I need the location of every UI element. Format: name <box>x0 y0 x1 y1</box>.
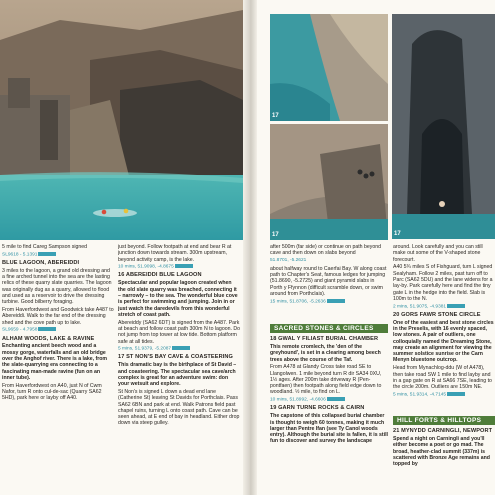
entry-text: after 500m (far side) or continue on path beyond cave and then down on slabs beyond <box>270 244 382 257</box>
directions-text: Head from Mynachlog-ddu (W of A478), then take road SW 1 mile to find layby and in a gap gate on R at SA66 7SE, leading to the circle 200m. Outliers are 150m NE. <box>393 365 492 391</box>
grid-reference: 10 mins, 51.9098, -4.8675 <box>118 264 240 271</box>
activity-icons <box>38 252 56 256</box>
grid-reference: 10 mins, 51.8992, -4.6606 <box>270 397 388 404</box>
entry-text: around. Look carefully and you can still make out some of the V-shaped stone forecourt. <box>393 244 483 263</box>
directions-text: Abereiddy (SA62 6DT) is signed from the A487. Park at beach and follow coast path 300m N to lagoon. Do not jump from top tower at low tide. Bottom platform safe at all tides. <box>118 319 240 345</box>
photo-sea-cliff-top <box>270 14 388 121</box>
activity-icons <box>447 392 465 396</box>
grid-reference: 15 mins, 51.8706, -5.2636 <box>270 299 388 306</box>
photo-number: 17 <box>394 231 401 237</box>
activity-icons <box>327 299 345 303</box>
grid-reference: 51.8701, -5.2621 <box>270 258 307 264</box>
photo-coasteering-group <box>270 124 388 240</box>
entry-lead: The capstone of this collapsed burial chamber is thought to weigh 60 tonnes, making it much larger than Pentre Ifan (see Ty Canol woods entry). Although the burial site is fallen, it is still fun to discover and survey the landscape <box>270 413 388 445</box>
directions-text: From Haverfordwest on A40, just N of Cwm Nafor, turn R onto cul-de-sac (Quarry SA62 5HD), park here or layby off A40. <box>2 382 102 402</box>
entry-text: 3 miles to the lagoon, a grand old dressing and a fine arched tunnel into the sea are the lasting relics of these quarry slate quarries. The lagoon was originally dug as a quarry, allowed to flood and used as a reservoir to drive the dressing turbine. Good bilberry foraging. <box>2 267 112 306</box>
entry-heading: 18 GWAL Y FILIAST BURIAL CHAMBER <box>270 336 379 342</box>
activity-icons <box>447 304 465 308</box>
grid-reference: SL9659 - 4.7958 <box>2 327 114 334</box>
right-column-2 <box>393 244 495 412</box>
grid-reference: 5 mins, 51.9379, -5.2087 <box>118 346 240 353</box>
directions-text: From Haverfordwest and Goodwick take A487 to Abereiddi. Walk to the far end of the dressing shed and the cove path up to lake. <box>2 307 114 326</box>
activity-icons <box>327 397 345 401</box>
photo-number: 17 <box>272 232 279 238</box>
right-column-2b <box>393 428 495 494</box>
grid-reference: 2 mins, 51.9075, -4.9381 <box>393 304 495 311</box>
entry-lead: This remote cromlech, the 'den of the greyhound', is set in a clearing among beech trees above the course of the Taf. <box>270 343 381 363</box>
activity-icons <box>38 327 56 331</box>
photo-abereiddi-lagoon <box>0 0 243 240</box>
entry-lead: Enchanting ancient beech wood and a mossy gorge, waterfalls and an old bridge over the Anghof river. There is a lake, from the slate-quarrying era connecting to a fascinating man-made ravine (fun on an inner tube). <box>2 343 108 381</box>
right-column-1 <box>270 244 388 320</box>
directions-text: St Non's is signed L down a dead end lane (Catherine St) leaving St Davids for Porthclais. Pass SA62 6BN and park at end. Walk Patrons field past chapel ruins, turning L onto coast path. Cave can be seen ahead, at E end of bay in headland. Either drop down via steep gulley. <box>118 388 240 427</box>
entry-lead: This dramatic bay is the birthplace of St David – and coasteering. The spectacular sea cave/arch complex is great for an adventure swim: don your wetsuit and explore. <box>118 362 237 388</box>
book-gutter <box>243 0 257 495</box>
entry-heading: 16 ABEREIDDI BLUE LAGOON <box>118 272 202 279</box>
grid-reference: SL9618 - 5.1391 <box>2 252 114 259</box>
entry-lead: One of the easiest and best stone circles in the Preselis, with 16 evenly spaced, low stones. A pair of outliers, one colloquially named the Dreaming Stone, may create an alignment for viewing the summer solstice sunrise or the Carn Menyn bluestone outcrop. <box>393 319 494 364</box>
entry-heading: 19 GARN TURNE ROCKS & CAIRN <box>270 405 365 412</box>
photo-number: 17 <box>272 113 279 119</box>
entry-lead: Spend a night on Carningli and you'll either become a poet or go mad. The broad, heather-clad summit (337m) is scattered with Bronze Age remains and topped by <box>393 435 490 468</box>
photo-sea-cave-large <box>392 14 495 239</box>
left-column-2 <box>118 244 240 494</box>
grid-reference: 5 mins, 51.9314, -4.7145 <box>393 392 495 399</box>
entry-heading: BLUE LAGOON, ABEREIDDI <box>2 259 80 266</box>
directions-text: From A478 at Glandy Cross take road SE to Llangolwen. 1 mile beyond turn R dir SA34 0XU, 1½ ages. After 200m take driveway R (Pen-pontfaen) then footpath along field edge down to woodland. ½ mile, to find on L. <box>270 364 382 396</box>
entry-heading: 21 MYNYDD CARNINGLI, NEWPORT <box>393 428 493 434</box>
entry-text: about halfway round to Caerfai Bay. W along coast path to Chapter's Seat, famous ledges for jumping (51.8690, -5.2725) and giant pyramid slabs in Porth y Ffynnon (difficult scramble down, or swim around from Porthclais). <box>270 265 387 298</box>
entry-heading: ALHAM WOODS, LAKE & RAVINE <box>2 335 95 342</box>
activity-icons <box>175 264 193 268</box>
directions-text: A40 5¾ miles S of Fishguard, turn L signed Sealyham. Follow 2 miles, past turn off to Parc (SA62 5DU) and the lane widens for a lay-by. Park carefully here and find the tiny gate L in the hedge into the field. Slab is 100m to the N. <box>393 264 493 302</box>
entry-text: 5 mile to find Careg Sampson signed <box>2 244 88 250</box>
entry-heading: 17 ST NON'S BAY CAVE & COASTEERING <box>118 354 233 361</box>
entry-heading: 20 GORS FAWR STONE CIRCLE <box>393 311 481 318</box>
activity-icons <box>172 346 190 350</box>
entry-lead: Spectacular and popular lagoon created when the old slate quarry was breached, connecting it – narrowly – to the sea. The wonderful blue cove is perfect for swimming and jumping. Join in or just watch the daredevils from this wonderful stretch of coast path. <box>118 280 238 318</box>
right-column-1b <box>270 336 388 494</box>
entry-text: just beyond. Follow footpath at end and bear R at junction down towards stream. 300m upstream, beyond activity camp, is the lake. <box>118 244 232 263</box>
left-column-1 <box>2 244 114 494</box>
section-header-sacred-stones: SACRED STONES & CIRCLES <box>270 324 388 333</box>
section-header-hill-forts: HILL FORTS & HILLTOPS <box>393 416 495 425</box>
